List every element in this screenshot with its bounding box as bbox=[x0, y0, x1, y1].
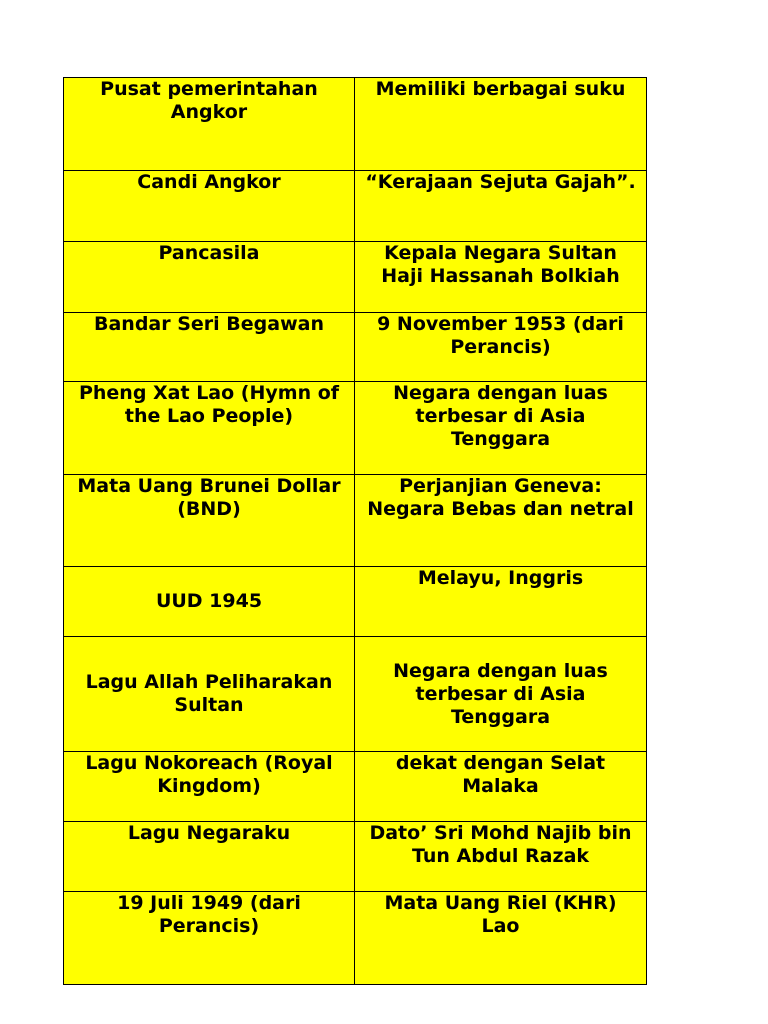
table-cell-left: Mata Uang Brunei Dollar (BND) bbox=[64, 475, 355, 567]
table-row bbox=[64, 171, 647, 242]
table-cell-right: Memiliki berbagai suku bbox=[355, 78, 647, 171]
table-row bbox=[64, 382, 647, 475]
table-cell-left: 19 Juli 1949 (dari Perancis) bbox=[64, 892, 355, 985]
table-row bbox=[64, 752, 647, 822]
table-cell-right: Negara dengan luas terbesar di Asia Tenggara bbox=[355, 382, 647, 475]
table-cell-left: Pancasila bbox=[64, 242, 355, 313]
table-cell-left: Lagu Allah Peliharakan Sultan bbox=[64, 637, 355, 752]
table-cell-left: Lagu Negaraku bbox=[64, 822, 355, 892]
table-cell-right: Melayu, Inggris bbox=[355, 567, 647, 637]
table-row bbox=[64, 567, 647, 637]
table-cell-left: Bandar Seri Begawan bbox=[64, 313, 355, 382]
table-cell-left: Candi Angkor bbox=[64, 171, 355, 242]
table-cell-left: Pusat pemerintahan Angkor bbox=[64, 78, 355, 171]
table-row bbox=[64, 242, 647, 313]
table-row bbox=[64, 313, 647, 382]
table-cell-right: Perjanjian Geneva: Negara Bebas dan netral bbox=[355, 475, 647, 567]
table-cell-right: 9 November 1953 (dari Perancis) bbox=[355, 313, 647, 382]
table-cell-right: Dato’ Sri Mohd Najib bin Tun Abdul Razak bbox=[355, 822, 647, 892]
table-cell-left: Lagu Nokoreach (Royal Kingdom) bbox=[64, 752, 355, 822]
table-row bbox=[64, 475, 647, 567]
table-cell-right: Kepala Negara Sultan Haji Hassanah Bolkiah bbox=[355, 242, 647, 313]
table-row bbox=[64, 637, 647, 752]
table-cell-right: Negara dengan luas terbesar di Asia Tenggara bbox=[355, 637, 647, 752]
table-row bbox=[64, 892, 647, 985]
table-cell-left: UUD 1945 bbox=[64, 567, 355, 637]
table-row bbox=[64, 78, 647, 171]
table-cell-right: “Kerajaan Sejuta Gajah”. bbox=[355, 171, 647, 242]
matching-cards-table bbox=[63, 77, 647, 985]
table-cell-right: dekat dengan Selat Malaka bbox=[355, 752, 647, 822]
table-row bbox=[64, 822, 647, 892]
table-cell-right: Mata Uang Riel (KHR) Lao bbox=[355, 892, 647, 985]
table-cell-left: Pheng Xat Lao (Hymn of the Lao People) bbox=[64, 382, 355, 475]
